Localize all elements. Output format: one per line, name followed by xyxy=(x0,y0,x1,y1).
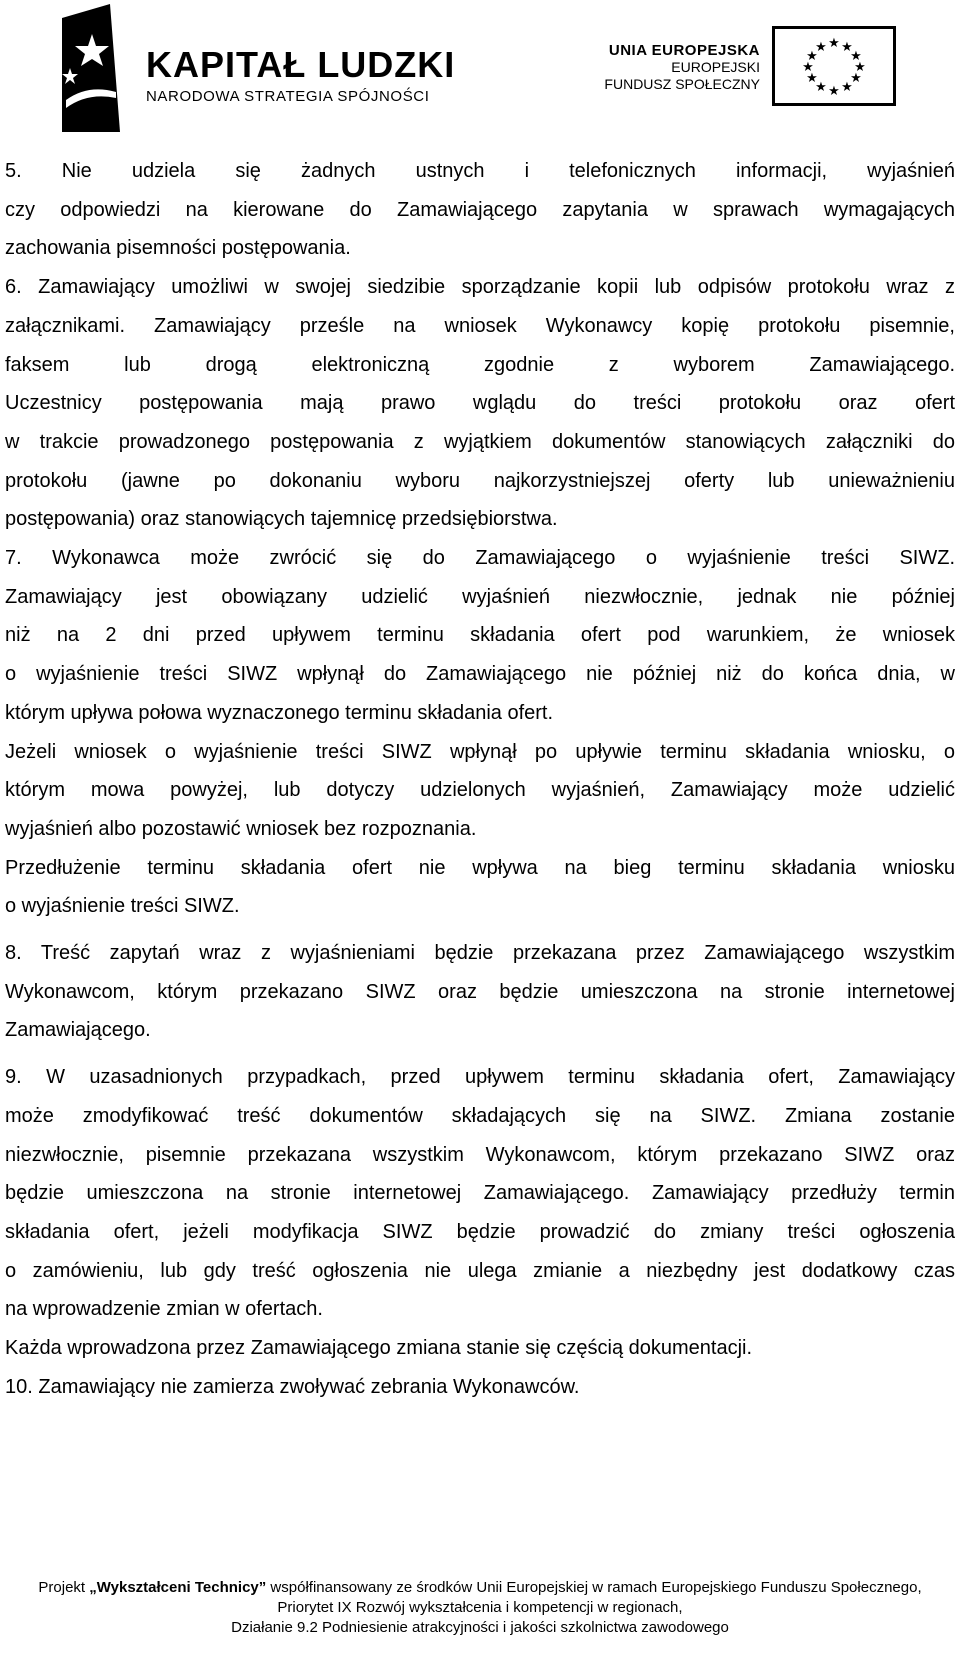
text-line: którym upływa połowa wyznaczonego terminu składania ofert. xyxy=(5,701,554,724)
eu-fund-logo xyxy=(590,26,900,106)
text-line: Zamawiający jest obowiązany udzielić wyjaśnień niezwłocznie, jednak nie później xyxy=(5,585,955,608)
text-line: składania ofert, jeżeli modyfikacja SIWZ będzie prowadzić do zmiany treści ogłoszenia xyxy=(5,1220,955,1243)
text-line: w trakcie prowadzonego postępowania z wyjątkiem dokumentów stanowiących załączniki do xyxy=(5,430,955,453)
text-line: 5. Nie udziela się żadnych ustnych i telefonicznych informacji, wyjaśnień xyxy=(5,160,955,182)
document-body xyxy=(5,152,955,1407)
text-line: 9. W uzasadnionych przypadkach, przed upływem terminu składania ofert, Zamawiający xyxy=(5,1066,955,1089)
footer-line-1 xyxy=(0,1578,960,1598)
text-line: zachowania pisemności postępowania. xyxy=(5,237,351,260)
footer-line-2: Priorytet IX Rozwój wykształcenia i kompetencji w regionach, xyxy=(277,1599,683,1616)
svg-text:★: ★ xyxy=(815,80,827,95)
text-line: załącznikami. Zamawiający prześle na wniosek Wykonawcy kopię protokołu pisemnie, xyxy=(5,314,955,337)
text-line: wyjaśnień albo pozostawić wniosek bez rozpoznania. xyxy=(5,817,477,840)
kapital-ludzki-star-icon xyxy=(58,4,120,132)
svg-text:★: ★ xyxy=(828,84,840,99)
page-footer xyxy=(0,1578,960,1638)
svg-text:★: ★ xyxy=(854,60,866,75)
text-line: Przedłużenie terminu składania ofert nie wpływa na bieg terminu składania wniosku xyxy=(5,856,955,879)
kapital-ludzki-logo xyxy=(58,4,498,134)
svg-text:★: ★ xyxy=(806,71,818,86)
text-line: Każda wprowadzona przez Zamawiającego zmiana stanie się częścią dokumentacji. xyxy=(5,1337,753,1360)
footer-project-name: „Wykształceni Technicy” xyxy=(89,1579,267,1596)
eu-line-3: FUNDUSZ SPOŁECZNY xyxy=(604,76,760,92)
text-line: którym mowa powyżej, lub dotyczy udzielonych wyjaśnień, Zamawiający może udzielić xyxy=(5,779,955,802)
text-line: Wykonawcom, którym przekazano SIWZ oraz będzie umieszczona na stronie internetowej xyxy=(5,980,955,1003)
svg-text:★: ★ xyxy=(828,36,840,51)
footer-prefix: Projekt xyxy=(38,1579,90,1596)
kapital-ludzki-subtitle: NARODOWA STRATEGIA SPÓJNOŚCI xyxy=(146,88,430,105)
svg-text:★: ★ xyxy=(850,49,862,64)
text-line: na wprowadzenie zmian w ofertach. xyxy=(5,1298,323,1321)
text-line: 10. Zamawiający nie zamierza zwoływać zebrania Wykonawców. xyxy=(5,1375,580,1398)
text-line: o zamówieniu, lub gdy treść ogłoszenia nie ulega zmianie a niezbędny jest dodatkowy czas xyxy=(5,1259,955,1282)
text-line: protokołu (jawne po dokonaniu wyboru najkorzystniejszej oferty lub unieważnieniu xyxy=(5,469,955,492)
text-line: 8. Treść zapytań wraz z wyjaśnieniami będzie przekazana przez Zamawiającego wszystkim xyxy=(5,942,955,965)
text-line: o wyjaśnienie treści SIWZ. xyxy=(5,895,240,918)
eu-line-1: UNIA EUROPEJSKA xyxy=(608,42,760,59)
svg-text:★: ★ xyxy=(841,80,853,95)
text-line: 7. Wykonawca może zwrócić się do Zamawiającego o wyjaśnienie treści SIWZ. xyxy=(5,547,955,570)
text-line: niż na 2 dni przed upływem terminu składania ofert pod warunkiem, że wniosek xyxy=(5,624,955,647)
text-line: postępowania) oraz stanowiących tajemnicę przedsiębiorstwa. xyxy=(5,508,558,531)
text-line: niezwłocznie, pisemnie przekazana wszystkim Wykonawcom, którym przekazano SIWZ oraz xyxy=(5,1143,955,1166)
text-line: Uczestnicy postępowania mają prawo wglądu do treści protokołu oraz ofert xyxy=(5,392,955,415)
text-line: będzie umieszczona na stronie internetowej Zamawiającego. Zamawiający przedłuży termin xyxy=(5,1182,955,1205)
text-line: może zmodyfikować treść dokumentów składających się na SIWZ. Zmiana zostanie xyxy=(5,1104,955,1127)
page-header xyxy=(0,0,960,140)
text-line: o wyjaśnienie treści SIWZ wpłynął do Zamawiającego nie później niż do końca dnia, w xyxy=(5,663,955,686)
text-line: Jeżeli wniosek o wyjaśnienie treści SIWZ wpłynął po upływie terminu składania wniosku, o xyxy=(5,740,955,763)
svg-text:★: ★ xyxy=(841,40,853,55)
text-line: faksem lub drogą elektroniczną zgodnie z wyborem Zamawiającego. xyxy=(5,353,955,376)
text-line: Zamawiającego. xyxy=(5,1019,151,1042)
eu-flag-icon xyxy=(772,26,896,106)
eu-fund-text xyxy=(604,42,760,93)
text-line: 6. Zamawiający umożliwi w swojej siedzibie sporządzanie kopii lub odpisów protokołu wraz z xyxy=(5,276,955,299)
kapital-ludzki-title: KAPITAŁ LUDZKI xyxy=(146,44,456,85)
svg-text:★: ★ xyxy=(815,40,827,55)
text-line: czy odpowiedzi na kierowane do Zamawiającego zapytania w sprawach wymagających xyxy=(5,198,955,221)
footer-line-3: Działanie 9.2 Podniesienie atrakcyjności i jakości szkolnictwa zawodowego xyxy=(231,1619,729,1636)
eu-line-2: EUROPEJSKI xyxy=(671,59,760,75)
footer-suffix: współfinansowany ze środków Unii Europejskiej w ramach Europejskiego Funduszu Społecznego, xyxy=(266,1579,922,1596)
svg-text:★: ★ xyxy=(850,71,862,86)
svg-text:★: ★ xyxy=(802,60,814,75)
svg-text:★: ★ xyxy=(806,49,818,64)
